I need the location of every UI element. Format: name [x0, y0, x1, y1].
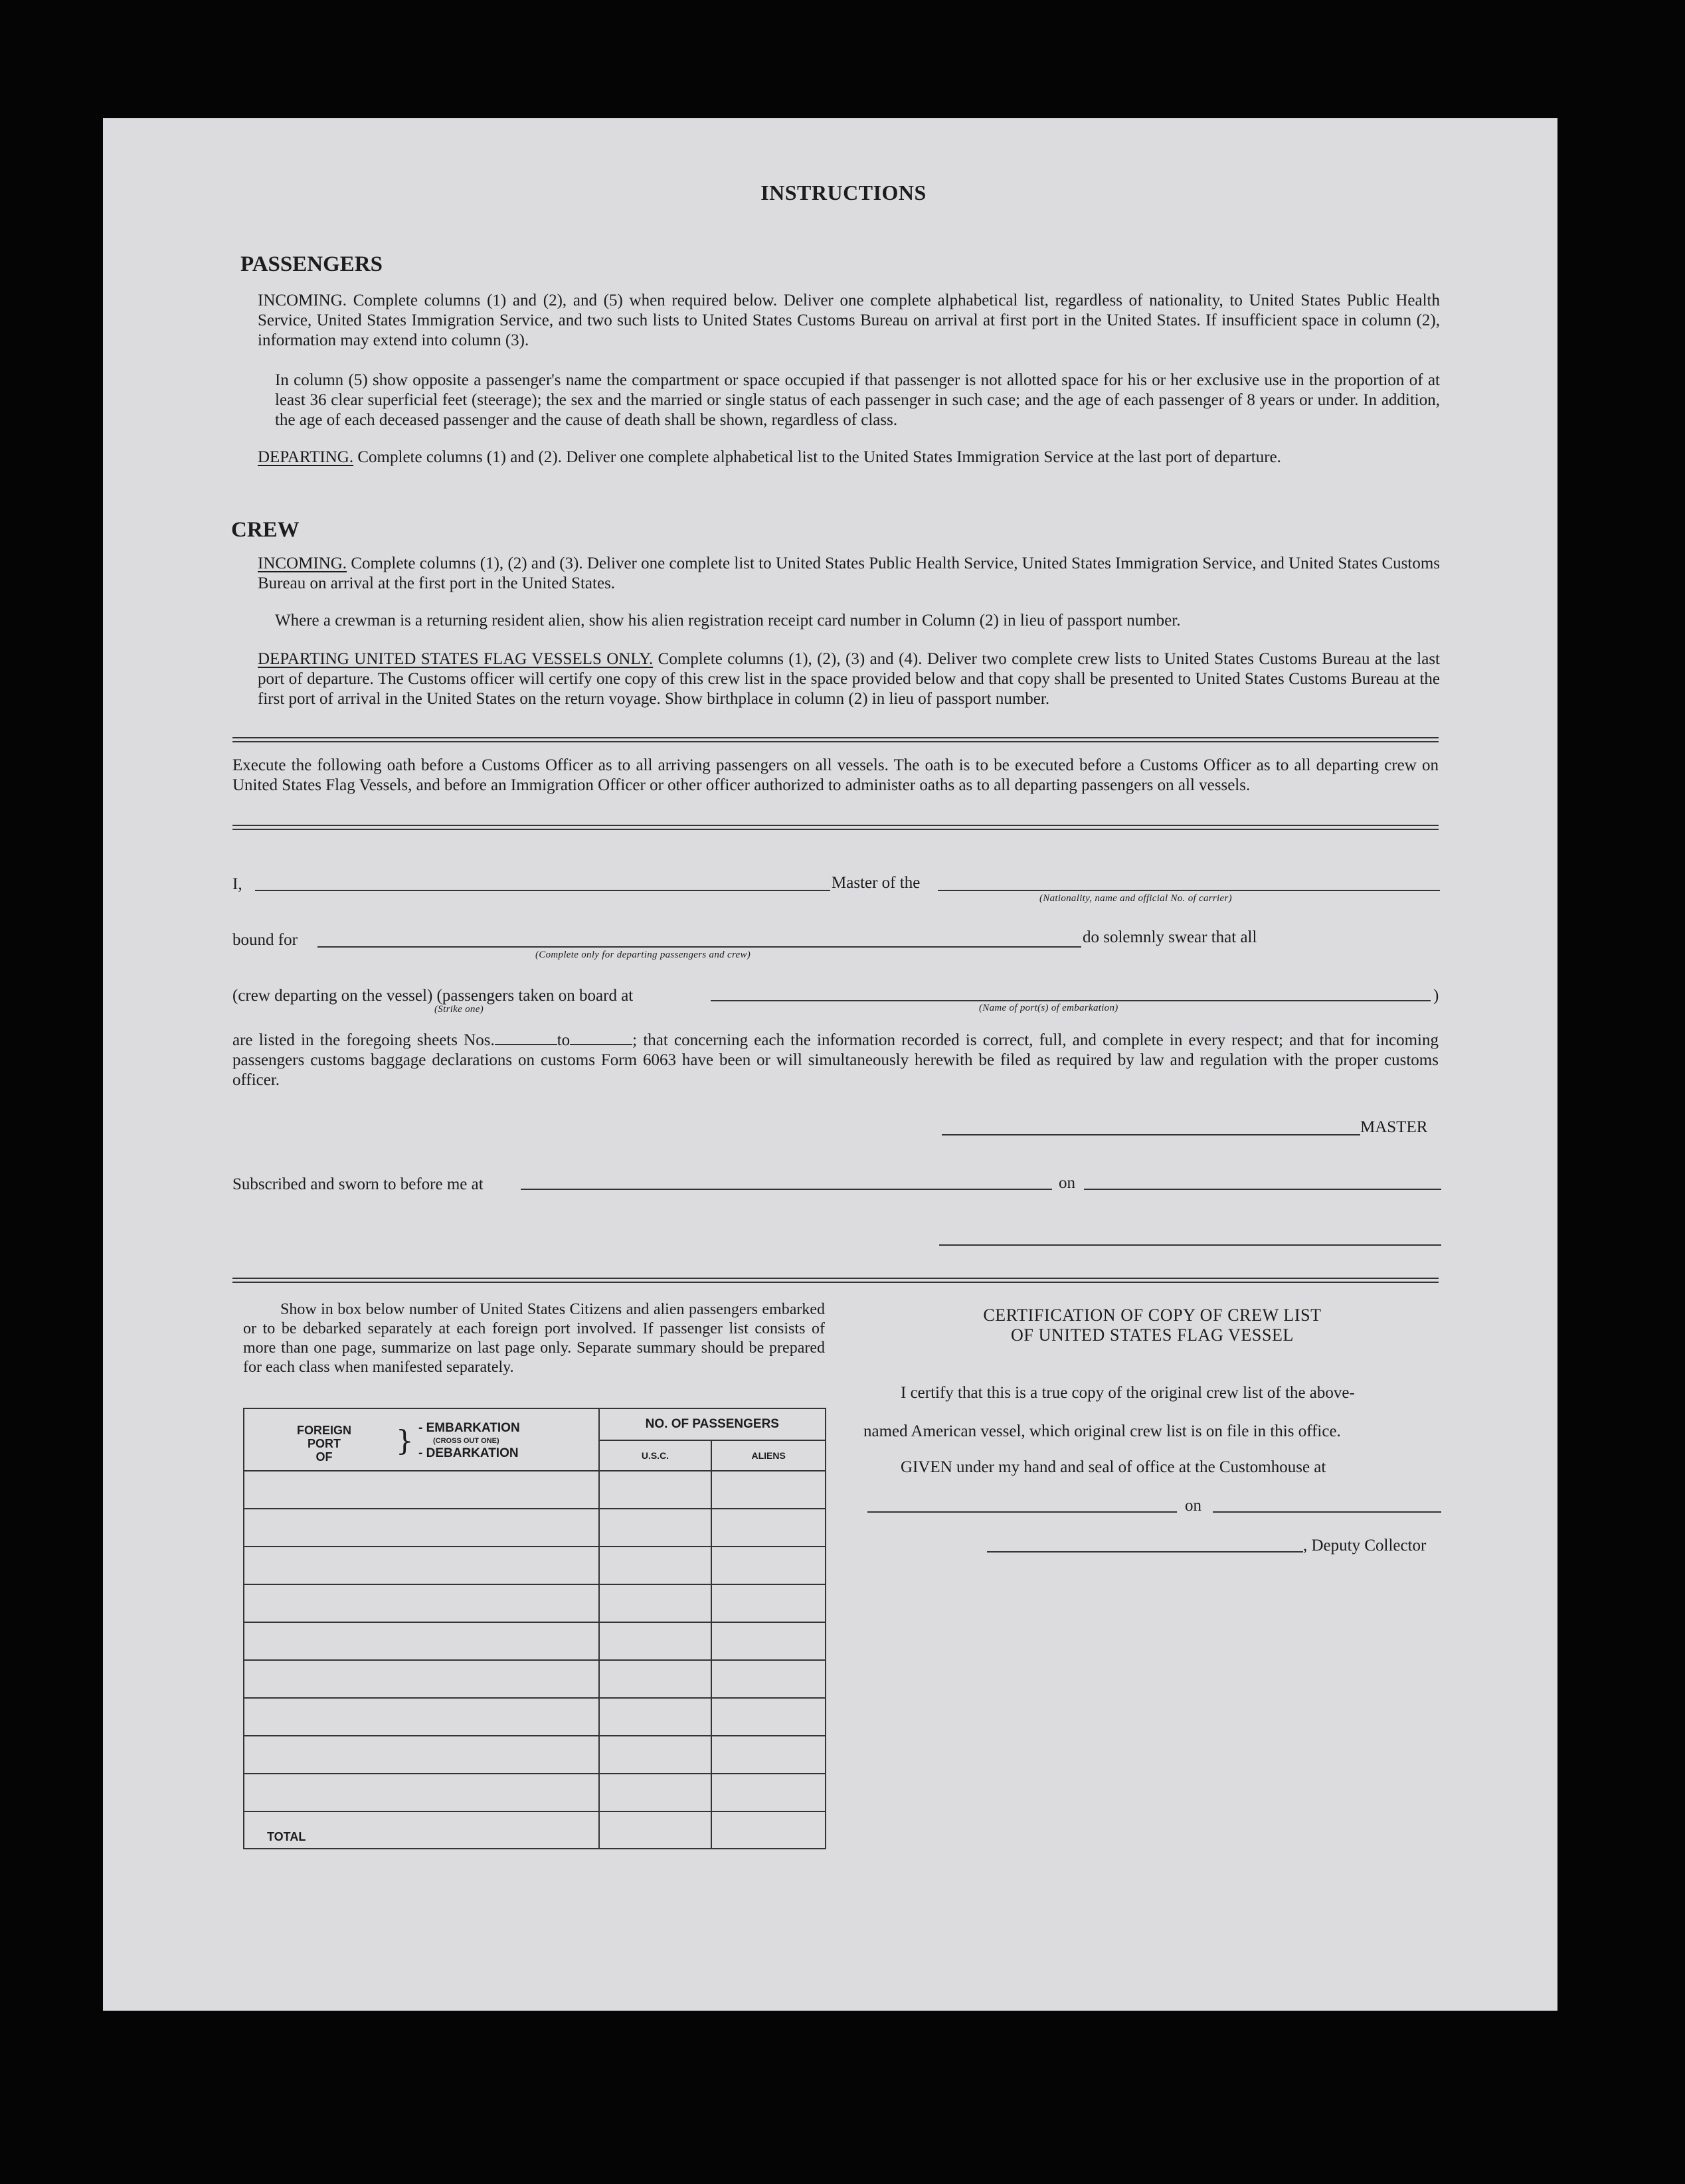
- summary-instructions: Show in box below number of United States Citizens and alien passengers embarked or to be debarked separately at each foreign port involved. If passenger list consists of more than one page, summarize on last page only. Separate summary should be prepared for each class when manifested separately.: [243, 1301, 825, 1376]
- master-of-the-label: Master of the: [832, 874, 921, 892]
- crew-resident-paragraph: Where a crewman is a returning resident alien, show his alien registration receipt card number in Column (2) in lieu of passport number.: [275, 612, 1181, 630]
- sworn-date-field[interactable]: [1084, 1189, 1441, 1190]
- usc-cell[interactable]: [599, 1622, 712, 1660]
- aliens-header: ALIENS: [711, 1440, 826, 1471]
- port-cell[interactable]: [244, 1509, 599, 1547]
- master-signature-field[interactable]: [942, 1134, 1360, 1135]
- aliens-cell[interactable]: [711, 1471, 826, 1509]
- foreign-port-of-label: FOREIGN PORT OF: [296, 1424, 351, 1464]
- port-cell[interactable]: [244, 1547, 599, 1584]
- crew-incoming-label: INCOMING.: [258, 554, 347, 572]
- port-header-cell: [244, 1408, 599, 1471]
- usc-cell[interactable]: [599, 1509, 712, 1547]
- crew-incoming-text: Complete columns (1), (2) and (3). Deliver one complete list to United States Public Health Service, United States Immigration Service, and United States Customs Bureau on arrival at the first port in the United States.: [258, 554, 1441, 592]
- passengers-incoming-text: Complete columns (1) and (2), and (5) when required below. Deliver one complete alphabetical list, regardless of nationality, to United States Public Health Service, United States Immigration Service, and two such lists to United States Customs Bureau on arrival at first port in the United States. If insufficient space in column (2), information may extend into column (3).: [258, 292, 1441, 349]
- given-line: GIVEN under my hand and seal of office at the Customhouse at: [901, 1458, 1326, 1476]
- crew-departing-text: Complete columns (1), (2), (3) and (4). Deliver two complete crew lists to United States Customs Bureau at the last port of departure. The Customs officer will certify one copy of this crew list in the space provided below and that copy shall be presented to United States Customs Bureau at the first port of arrival in the United States on the return voyage. Show birthplace in column (2) in lieu of passport number.: [258, 650, 1441, 708]
- aliens-total-cell[interactable]: [711, 1811, 826, 1849]
- page-title: INSTRUCTIONS: [760, 181, 927, 205]
- close-paren: ): [1433, 987, 1439, 1005]
- carrier-field[interactable]: [938, 890, 1440, 891]
- listed-text: ; that concerning each the information recorded is correct, full, and complete in every respect; and that for incoming passengers customs baggage declarations on customs Form 6063 have been or will simultaneously herewith be filed as required by law and regulation with the proper customs officer.: [232, 1031, 1439, 1089]
- usc-cell[interactable]: [599, 1584, 712, 1622]
- divider: [232, 737, 1439, 742]
- aliens-cell[interactable]: [711, 1509, 826, 1547]
- passengers-column5-paragraph: In column (5) show opposite a passenger's name the compartment or space occupied if that passenger is not allotted space for his or her exclusive use in the proportion of at least 36 clear superficial feet (steerage); the sex and the married or single status of each passenger in such case; and the age of each passenger of 8 years or under. In addition, the age of each deceased passenger and the cause of death shall be shown, regardless of class.: [275, 371, 1440, 429]
- cert-date-field[interactable]: [1213, 1511, 1441, 1513]
- cross-out-label: (CROSS OUT ONE): [433, 1437, 499, 1445]
- sheet-from-field[interactable]: [495, 1044, 557, 1045]
- port-cell[interactable]: [244, 1584, 599, 1622]
- debarkation-label: - DEBARKATION: [418, 1446, 519, 1460]
- aliens-cell[interactable]: [711, 1584, 826, 1622]
- no-of-passengers-header: NO. OF PASSENGERS: [599, 1408, 826, 1440]
- embarkation-label: - EMBARKATION: [418, 1421, 520, 1435]
- divider: [232, 825, 1439, 830]
- listed-prefix: are listed in the foregoing sheets Nos.: [232, 1031, 495, 1049]
- usc-cell[interactable]: [599, 1660, 712, 1698]
- port-cell[interactable]: [244, 1622, 599, 1660]
- sworn-place-field[interactable]: [521, 1189, 1052, 1190]
- port-cell[interactable]: [244, 1736, 599, 1774]
- passengers-heading: PASSENGERS: [240, 252, 383, 276]
- passengers-departing-paragraph: [258, 448, 1440, 467]
- aliens-cell[interactable]: [711, 1774, 826, 1811]
- crew-incoming-paragraph: [258, 554, 1440, 594]
- certification-title: CERTIFICATION OF COPY OF CREW LIST OF UNITED STATES FLAG VESSEL: [983, 1305, 1322, 1345]
- oath-i-label: I,: [232, 875, 242, 893]
- usc-cell[interactable]: [599, 1547, 712, 1584]
- usc-cell[interactable]: [599, 1471, 712, 1509]
- total-label: TOTAL: [244, 1811, 599, 1849]
- crew-departing-paragraph: [258, 649, 1440, 709]
- master-label: MASTER: [1360, 1118, 1428, 1136]
- passengers-departing-label: DEPARTING.: [258, 448, 354, 466]
- aliens-cell[interactable]: [711, 1736, 826, 1774]
- cert-on-label: on: [1185, 1497, 1201, 1515]
- subscribed-label: Subscribed and sworn to before me at: [232, 1175, 484, 1193]
- crew-departing-text: (crew departing on the vessel) (passengers taken on board at: [232, 987, 634, 1005]
- sheet-to-field[interactable]: [570, 1044, 632, 1045]
- aliens-cell[interactable]: [711, 1622, 826, 1660]
- on-label: on: [1059, 1174, 1075, 1192]
- passengers-incoming-label: INCOMING.: [258, 292, 347, 309]
- bound-for-field[interactable]: [317, 946, 1081, 948]
- to-word: to: [557, 1031, 571, 1049]
- passengers-departing-text: Complete columns (1) and (2). Deliver one complete alphabetical list to the United States Immigration Service at the last port of departure.: [357, 448, 1281, 466]
- customhouse-field[interactable]: [867, 1511, 1177, 1513]
- port-cell[interactable]: [244, 1660, 599, 1698]
- deputy-collector-label: , Deputy Collector: [1303, 1537, 1427, 1554]
- carrier-caption: (Nationality, name and official No. of carrier): [1039, 893, 1232, 904]
- deputy-collector-signature-field[interactable]: [987, 1551, 1303, 1553]
- divider: [232, 1278, 1439, 1283]
- listed-paragraph: [232, 1031, 1439, 1090]
- bound-for-caption: (Complete only for departing passengers and crew): [535, 950, 751, 960]
- master-name-field[interactable]: [255, 890, 830, 891]
- embarkation-port-field[interactable]: [711, 1000, 1431, 1001]
- oath-instructions: Execute the following oath before a Customs Officer as to all arriving passengers on all vessels. The oath is to be executed before a Customs Officer as to all departing crew on United States Flag Vessels, and before an Immigration Officer or other officer authorized to administer oaths as to all departing passengers on all vessels.: [232, 756, 1439, 794]
- solemnly-swear-text: do solemnly swear that all: [1083, 928, 1257, 946]
- passengers-incoming-paragraph: [258, 291, 1440, 351]
- strike-one-caption: (Strike one): [434, 1004, 484, 1015]
- crew-departing-label: DEPARTING UNITED STATES FLAG VESSELS ONLY.: [258, 650, 654, 668]
- brace-icon: }: [396, 1424, 414, 1457]
- port-cell[interactable]: [244, 1698, 599, 1736]
- bound-for-label: bound for: [232, 931, 298, 949]
- embarkation-caption: (Name of port(s) of embarkation): [979, 1003, 1118, 1013]
- usc-cell[interactable]: [599, 1736, 712, 1774]
- usc-total-cell[interactable]: [599, 1811, 712, 1849]
- usc-cell[interactable]: [599, 1698, 712, 1736]
- aliens-cell[interactable]: [711, 1547, 826, 1584]
- certify-line-2: named American vessel, which original crew list is on file in this office.: [863, 1422, 1341, 1440]
- officer-signature-field[interactable]: [939, 1244, 1441, 1246]
- aliens-cell[interactable]: [711, 1698, 826, 1736]
- certify-line-1: I certify that this is a true copy of the original crew list of the above-: [901, 1384, 1355, 1402]
- crew-heading: CREW: [231, 518, 300, 542]
- passenger-summary-table: [243, 1408, 826, 1849]
- port-cell[interactable]: [244, 1774, 599, 1811]
- port-cell[interactable]: [244, 1471, 599, 1509]
- aliens-cell[interactable]: [711, 1660, 826, 1698]
- usc-cell[interactable]: [599, 1774, 712, 1811]
- usc-header: U.S.C.: [599, 1440, 712, 1471]
